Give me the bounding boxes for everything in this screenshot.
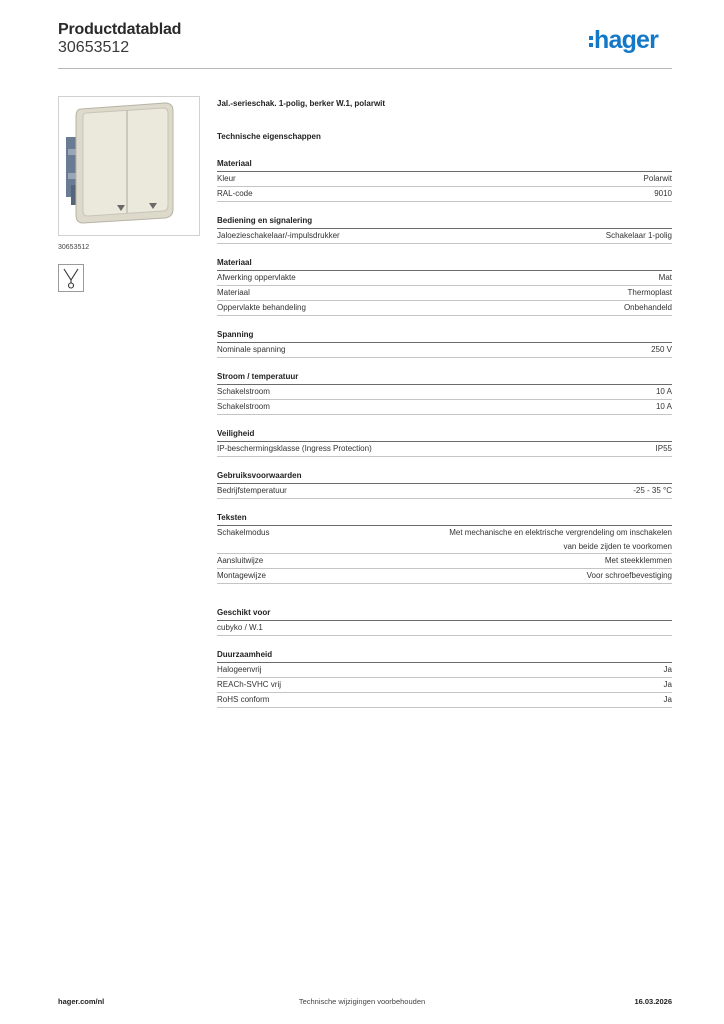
section-title: Materiaal bbox=[217, 157, 672, 172]
spec-label: RoHS conform bbox=[217, 695, 270, 704]
spec-value: 9010 bbox=[654, 189, 672, 198]
section-title: Teksten bbox=[217, 511, 672, 526]
spec-section bbox=[217, 256, 672, 316]
spec-label: Nominale spanning bbox=[217, 345, 286, 354]
spec-label: Aansluitwijze bbox=[217, 556, 264, 565]
footer-date: 16.03.2026 bbox=[634, 997, 672, 1006]
spec-value: 10 A bbox=[655, 387, 672, 396]
spec-label: Schakelmodus bbox=[217, 528, 270, 537]
section-title: Geschikt voor bbox=[217, 606, 672, 621]
section-title: Stroom / temperatuur bbox=[217, 370, 672, 385]
spec-row bbox=[217, 526, 672, 554]
spec-row bbox=[217, 286, 672, 301]
spec-row bbox=[217, 172, 672, 187]
spec-value: Met steekklemmen bbox=[604, 556, 672, 565]
section-title: Materiaal bbox=[217, 256, 672, 271]
spec-section bbox=[217, 370, 672, 415]
spec-section bbox=[217, 648, 672, 708]
spec-section bbox=[217, 427, 672, 457]
logo-text: hager bbox=[594, 26, 659, 54]
spec-row bbox=[217, 442, 672, 457]
spec-value: Voor schroefbevestiging bbox=[586, 571, 672, 580]
spec-label: REACh-SVHC vrij bbox=[217, 680, 282, 689]
spec-value: Onbehandeld bbox=[623, 303, 672, 312]
header-divider bbox=[58, 68, 672, 69]
spec-value: 10 A bbox=[655, 402, 672, 411]
spec-row bbox=[217, 693, 672, 708]
spec-row bbox=[217, 554, 672, 569]
spec-value: Schakelaar 1-polig bbox=[605, 231, 672, 240]
spec-section bbox=[217, 469, 672, 499]
footer-website-link[interactable]: hager.com/nl bbox=[58, 997, 105, 1006]
spec-value: Polarwit bbox=[643, 174, 672, 183]
spec-label: Materiaal bbox=[217, 288, 250, 297]
spec-label: IP-beschermingsklasse (Ingress Protection) bbox=[217, 444, 372, 453]
spec-row bbox=[217, 301, 672, 316]
spec-value: Thermoplast bbox=[627, 288, 672, 297]
spec-row bbox=[217, 271, 672, 286]
spec-label: Schakelstroom bbox=[217, 387, 270, 396]
product-image bbox=[58, 96, 200, 236]
image-caption: 30653512 bbox=[58, 244, 90, 251]
spec-label: Jaloezieschakelaar/-impulsdrukker bbox=[217, 231, 340, 240]
switch-symbol-icon bbox=[58, 264, 84, 292]
spec-row bbox=[217, 621, 672, 636]
spec-row bbox=[217, 569, 672, 584]
section-title: Gebruiksvoorwaarden bbox=[217, 469, 672, 484]
spec-label: Schakelstroom bbox=[217, 402, 270, 411]
section-title: Spanning bbox=[217, 328, 672, 343]
spec-value: Ja bbox=[663, 665, 672, 674]
spec-label: Afwerking oppervlakte bbox=[217, 273, 296, 282]
spec-value: Ja bbox=[663, 695, 672, 704]
spec-value: -25 - 35 °C bbox=[633, 486, 672, 495]
spec-section bbox=[217, 214, 672, 244]
spec-row bbox=[217, 484, 672, 499]
spec-section bbox=[217, 157, 672, 202]
spec-section bbox=[217, 606, 672, 636]
spec-value: 250 V bbox=[651, 345, 672, 354]
logo-dot-icon bbox=[589, 43, 593, 47]
spec-section bbox=[217, 511, 672, 584]
spec-row bbox=[217, 663, 672, 678]
spec-row bbox=[217, 400, 672, 415]
spec-row bbox=[217, 187, 672, 202]
footer-disclaimer: Technische wijzigingen voorbehouden bbox=[298, 997, 426, 1006]
spec-row bbox=[217, 229, 672, 244]
product-number: 30653512 bbox=[58, 39, 130, 56]
spec-label: cubyko / W.1 bbox=[217, 623, 263, 632]
page-title: Productdatablad bbox=[58, 21, 182, 38]
product-description: Jal.-serieschak. 1-polig, berker W.1, polarwit bbox=[217, 99, 386, 108]
spec-row bbox=[217, 343, 672, 358]
spec-row bbox=[217, 385, 672, 400]
spec-value: Met mechanische en elektrische vergrendeling om inschakelen van beide zijden te voorkomen bbox=[449, 528, 672, 551]
logo-dot-icon bbox=[589, 36, 593, 40]
spec-section bbox=[217, 328, 672, 358]
section-title: Duurzaamheid bbox=[217, 648, 672, 663]
spec-label: Halogeenvrij bbox=[217, 665, 262, 674]
section-title: Bediening en signalering bbox=[217, 214, 672, 229]
technical-properties-title: Technische eigenschappen bbox=[217, 132, 321, 141]
hager-logo bbox=[594, 28, 658, 53]
spec-value: Mat bbox=[658, 273, 672, 282]
spec-label: Kleur bbox=[217, 174, 236, 183]
spec-label: RAL-code bbox=[217, 189, 253, 198]
spec-value: IP55 bbox=[655, 444, 672, 453]
spec-label: Oppervlakte behandeling bbox=[217, 303, 306, 312]
spec-label: Bedrijfstemperatuur bbox=[217, 486, 287, 495]
spec-label: Montagewijze bbox=[217, 571, 266, 580]
spec-row bbox=[217, 678, 672, 693]
section-title: Veiligheid bbox=[217, 427, 672, 442]
product-specifications bbox=[217, 97, 672, 708]
spec-value: Ja bbox=[663, 680, 672, 689]
